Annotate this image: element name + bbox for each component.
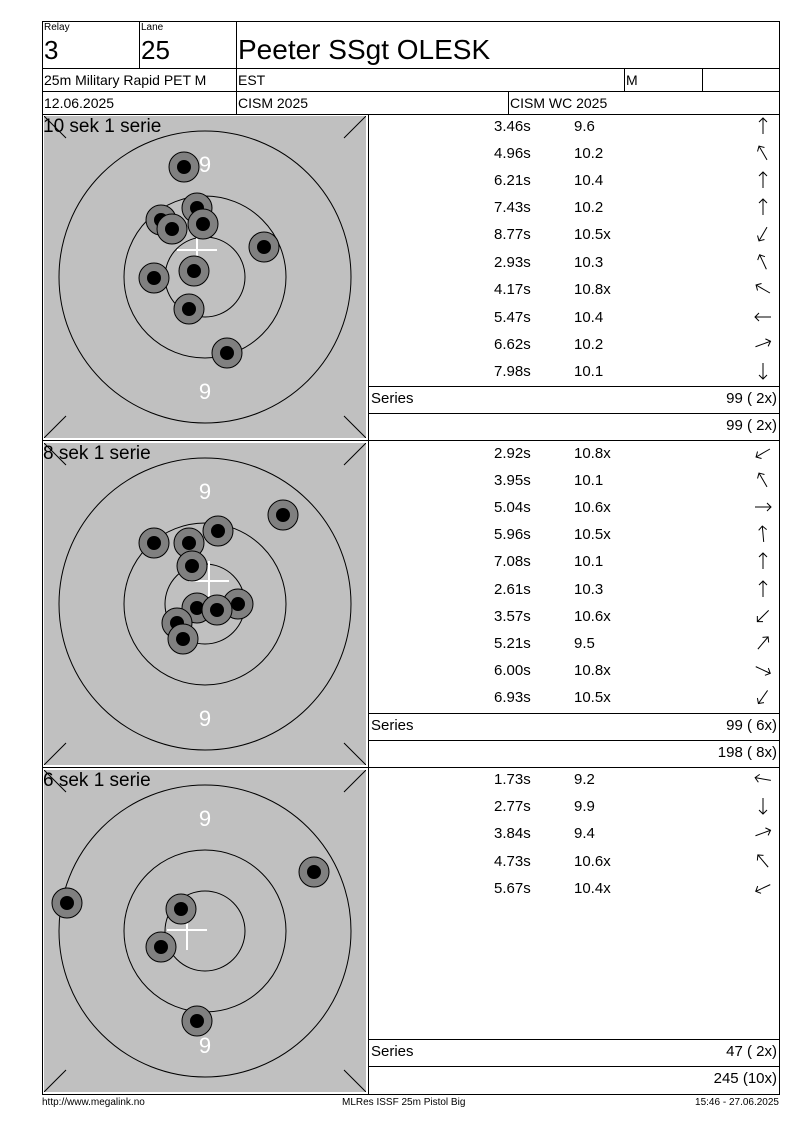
shot-direction-arrow-icon — [753, 197, 773, 217]
shot-hole — [202, 595, 232, 625]
frame-right — [779, 21, 780, 1095]
ring-label-bottom: 9 — [198, 706, 212, 731]
shot-row — [369, 495, 779, 522]
shot-direction-arrow-icon — [753, 252, 773, 272]
series-title: 6 sek 1 serie — [43, 770, 151, 791]
running-total-row — [369, 1066, 779, 1093]
shot-score: 10.1 — [574, 363, 604, 380]
shot-direction-arrow-icon — [753, 769, 773, 789]
shot-score: 10.3 — [574, 581, 604, 598]
ring-label-top: 9 — [198, 806, 212, 831]
shot-score: 9.5 — [574, 635, 595, 652]
series-title: 10 sek 1 serie — [43, 116, 162, 137]
target-series-1 — [44, 116, 366, 438]
shot-hole — [169, 152, 199, 182]
shot-score: 9.9 — [574, 798, 595, 815]
shot-time: 2.93s — [494, 254, 531, 271]
series-sum-row — [369, 713, 779, 740]
shot-direction-arrow-icon — [753, 796, 773, 816]
shot-time: 5.67s — [494, 880, 531, 897]
header-divider-gender — [702, 68, 703, 91]
shot-row — [369, 522, 779, 549]
ring-label-bottom: 9 — [198, 379, 212, 404]
shot-score: 10.6x — [574, 853, 611, 870]
shot-time: 3.57s — [494, 608, 531, 625]
target-series-2 — [44, 443, 366, 765]
shot-row — [369, 821, 779, 848]
shot-hole — [268, 500, 298, 530]
shot-time: 4.73s — [494, 853, 531, 870]
championship: CISM WC 2025 — [510, 95, 608, 111]
series-total: 47 ( 2x) — [726, 1043, 777, 1060]
series-title: 8 sek 1 serie — [43, 443, 151, 464]
shot-score: 9.6 — [574, 118, 595, 135]
shot-row — [369, 549, 779, 576]
shot-score: 9.4 — [574, 825, 595, 842]
running-total: 245 (10x) — [713, 1070, 777, 1087]
series-sum-row — [369, 386, 779, 413]
shot-score: 10.8x — [574, 445, 611, 462]
shot-time: 6.21s — [494, 172, 531, 189]
match-date: 12.06.2025 — [44, 95, 115, 111]
shot-score: 10.4 — [574, 172, 604, 189]
shot-hole — [179, 256, 209, 286]
shot-time: 6.93s — [494, 689, 531, 706]
shot-score: 10.5x — [574, 226, 611, 243]
shot-time: 3.84s — [494, 825, 531, 842]
frame-bottom — [42, 1094, 780, 1095]
shot-time: 3.95s — [494, 472, 531, 489]
shot-direction-arrow-icon — [753, 279, 773, 299]
shot-time: 5.96s — [494, 526, 531, 543]
shot-time: 1.73s — [494, 771, 531, 788]
shot-direction-arrow-icon — [753, 497, 773, 517]
shot-score: 10.8x — [574, 281, 611, 298]
shot-score: 10.1 — [574, 553, 604, 570]
shot-row — [369, 794, 779, 821]
shot-direction-arrow-icon — [753, 878, 773, 898]
nation: EST — [238, 72, 266, 88]
ring-label-top: 9 — [198, 152, 212, 177]
shot-row — [369, 767, 779, 794]
shot-hole — [212, 338, 242, 368]
shot-time: 6.00s — [494, 662, 531, 679]
shot-row — [369, 685, 779, 712]
shot-score: 9.2 — [574, 771, 595, 788]
header-divider-comp — [508, 91, 509, 114]
shot-row — [369, 305, 779, 332]
shot-time: 5.47s — [494, 309, 531, 326]
series-sum-row — [369, 1039, 779, 1066]
header-divider-lane — [236, 21, 237, 114]
shot-score: 10.3 — [574, 254, 604, 271]
shot-score: 10.2 — [574, 199, 604, 216]
running-total-row — [369, 740, 779, 767]
shot-direction-arrow-icon — [753, 633, 773, 653]
shot-direction-arrow-icon — [753, 579, 773, 599]
running-total: 99 ( 2x) — [726, 417, 777, 434]
shot-direction-arrow-icon — [753, 551, 773, 571]
shot-hole — [203, 516, 233, 546]
event-name: 25m Military Rapid PET M — [44, 72, 207, 88]
shot-row — [369, 468, 779, 495]
shot-hole — [174, 294, 204, 324]
shot-row — [369, 141, 779, 168]
series-label: Series — [371, 390, 414, 407]
shot-time: 3.46s — [494, 118, 531, 135]
header-divider-nation — [624, 68, 625, 91]
footer-timestamp: 15:46 - 27.06.2025 — [695, 1097, 779, 1108]
shot-direction-arrow-icon — [753, 361, 773, 381]
shot-hole — [166, 894, 196, 924]
shot-score: 10.2 — [574, 336, 604, 353]
shot-score: 10.8x — [574, 662, 611, 679]
series-total: 99 ( 2x) — [726, 390, 777, 407]
shot-time: 5.04s — [494, 499, 531, 516]
shot-score: 10.4 — [574, 309, 604, 326]
frame-left — [42, 21, 43, 1095]
shot-time: 2.77s — [494, 798, 531, 815]
shot-score: 10.2 — [574, 145, 604, 162]
shot-row — [369, 359, 779, 386]
header-divider-relay — [139, 21, 140, 68]
shot-time: 7.43s — [494, 199, 531, 216]
running-total-row — [369, 413, 779, 440]
shot-direction-arrow-icon — [753, 470, 773, 490]
series-total: 99 ( 6x) — [726, 717, 777, 734]
gender: M — [626, 72, 638, 88]
footer-software: MLRes ISSF 25m Pistol Big — [342, 1097, 466, 1108]
shot-direction-arrow-icon — [753, 823, 773, 843]
shot-hole — [299, 857, 329, 887]
shot-direction-arrow-icon — [753, 143, 773, 163]
shot-direction-arrow-icon — [753, 606, 773, 626]
target-face — [44, 770, 366, 1092]
shot-row — [369, 168, 779, 195]
shot-hole — [52, 888, 82, 918]
shot-direction-arrow-icon — [753, 443, 773, 463]
ring-label-top: 9 — [198, 479, 212, 504]
shot-row — [369, 222, 779, 249]
shot-row — [369, 577, 779, 604]
shot-direction-arrow-icon — [753, 524, 773, 544]
shot-direction-arrow-icon — [753, 307, 773, 327]
target-face — [44, 116, 366, 438]
shot-score: 10.6x — [574, 608, 611, 625]
competition: CISM 2025 — [238, 95, 309, 111]
shot-hole — [182, 1006, 212, 1036]
shot-time: 4.96s — [494, 145, 531, 162]
target-face — [44, 443, 366, 765]
relay-label: Relay — [44, 22, 70, 33]
target-series-3 — [44, 770, 366, 1092]
shot-row — [369, 849, 779, 876]
shot-row — [369, 332, 779, 359]
shot-row — [369, 195, 779, 222]
shot-row — [369, 277, 779, 304]
shot-hole — [157, 214, 187, 244]
shot-time: 8.77s — [494, 226, 531, 243]
shot-row — [369, 604, 779, 631]
shot-hole — [177, 551, 207, 581]
ring-label-bottom: 9 — [198, 1033, 212, 1058]
shooter-name: Peeter SSgt OLESK — [238, 34, 491, 65]
shot-time: 4.17s — [494, 281, 531, 298]
lane-value: 25 — [141, 35, 170, 65]
shot-score: 10.1 — [574, 472, 604, 489]
shot-direction-arrow-icon — [753, 660, 773, 680]
shot-hole — [168, 624, 198, 654]
shot-score: 10.4x — [574, 880, 611, 897]
shot-direction-arrow-icon — [753, 116, 773, 136]
shot-hole — [139, 528, 169, 558]
shot-direction-arrow-icon — [753, 170, 773, 190]
shot-time: 2.61s — [494, 581, 531, 598]
shot-hole — [146, 932, 176, 962]
shot-score: 10.5x — [574, 526, 611, 543]
shot-row — [369, 114, 779, 141]
shot-hole — [188, 209, 218, 239]
shot-time: 6.62s — [494, 336, 531, 353]
shot-score: 10.6x — [574, 499, 611, 516]
header-line-2 — [42, 91, 780, 92]
shot-row — [369, 631, 779, 658]
relay-value: 3 — [44, 35, 59, 65]
series-label: Series — [371, 1043, 414, 1060]
shot-time: 2.92s — [494, 445, 531, 462]
lane-label: Lane — [141, 22, 164, 33]
shot-score: 10.5x — [574, 689, 611, 706]
shot-row — [369, 441, 779, 468]
shot-direction-arrow-icon — [753, 687, 773, 707]
shot-direction-arrow-icon — [753, 334, 773, 354]
shot-time: 5.21s — [494, 635, 531, 652]
shot-hole — [139, 263, 169, 293]
shot-row — [369, 658, 779, 685]
shot-direction-arrow-icon — [753, 224, 773, 244]
shot-time: 7.98s — [494, 363, 531, 380]
footer-website[interactable]: http://www.megalink.no — [42, 1097, 145, 1108]
header-line-1 — [42, 68, 780, 69]
shot-time: 7.08s — [494, 553, 531, 570]
shot-row — [369, 876, 779, 903]
series-label: Series — [371, 717, 414, 734]
running-total: 198 ( 8x) — [717, 744, 777, 761]
shot-hole — [249, 232, 279, 262]
shot-direction-arrow-icon — [753, 851, 773, 871]
shot-row — [369, 250, 779, 277]
